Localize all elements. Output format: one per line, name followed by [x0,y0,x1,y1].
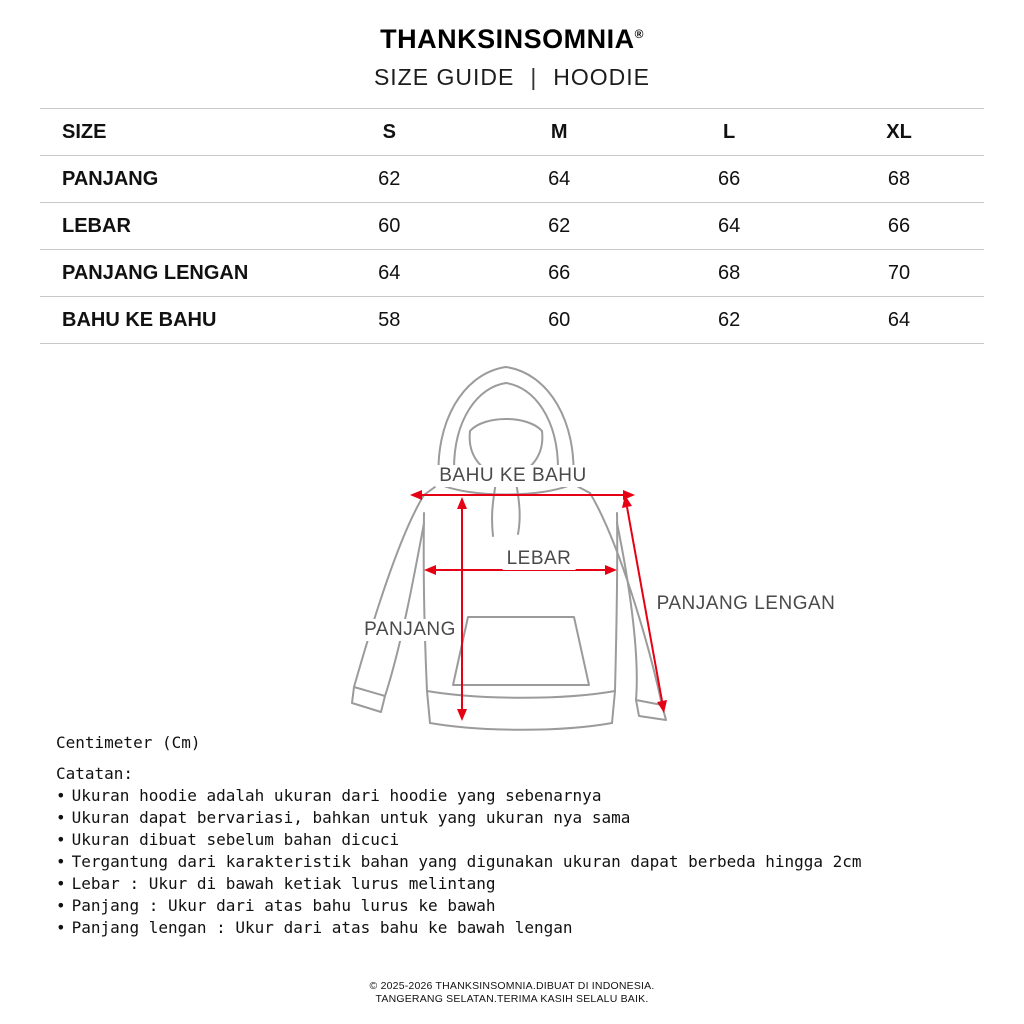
column-header-m: M [474,109,644,156]
footer-line-2: TANGERANG SELATAN.TERIMA KASIH SELALU BAIK. [375,992,649,1005]
subtitle-divider: | [530,64,538,90]
size-value-cell: 62 [644,297,814,344]
lebar-label: LEBAR [503,548,576,570]
note-item: • Lebar : Ukur di bawah ketiak lurus melintang [56,873,986,895]
table-row-lebar [40,203,984,250]
brand-name: THANKSINSOMNIA [380,24,635,54]
row-label-bahu-ke-bahu: BAHU KE BAHU [40,297,304,344]
column-header-size: SIZE [40,109,304,156]
page-subtitle [0,64,1024,91]
size-value-cell: 70 [814,250,984,297]
note-item: • Ukuran dapat bervariasi, bahkan untuk yang ukuran nya sama [56,807,986,829]
subtitle-size-guide: SIZE GUIDE [373,64,515,90]
size-value-cell: 66 [814,203,984,250]
table-header-row [40,109,984,156]
size-value-cell: 64 [644,203,814,250]
size-value-cell: 66 [644,156,814,203]
column-header-xl: XL [814,109,984,156]
size-value-cell: 68 [644,250,814,297]
size-value-cell: 60 [304,203,474,250]
unit-label: Centimeter (Cm) [56,733,201,752]
panjang-label: PANJANG [360,619,460,641]
size-value-cell: 68 [814,156,984,203]
page-header [0,24,1024,91]
note-item: • Panjang lengan : Ukur dari atas bahu ke bawah lengan [56,917,986,939]
table-row-panjang [40,156,984,203]
registered-trademark-symbol: ® [634,27,644,41]
size-value-cell: 64 [814,297,984,344]
size-value-cell: 64 [474,156,644,203]
brand-title [0,24,1024,55]
page-footer [0,980,1024,1005]
panjang-lengan-label: PANJANG LENGAN [653,593,840,615]
bahu-ke-bahu-arrow [410,490,635,500]
panjang-arrow [457,497,467,721]
table-row-bahu-ke-bahu [40,297,984,344]
measurement-arrows [410,490,667,721]
size-value-cell: 66 [474,250,644,297]
note-item: • Ukuran dibuat sebelum bahan dicuci [56,829,986,851]
footer-line-1: © 2025-2026 THANKSINSOMNIA.DIBUAT DI INDONESIA. [369,980,655,992]
notes-title: Catatan: [56,764,134,783]
size-value-cell: 62 [474,203,644,250]
subtitle-hoodie: HOODIE [553,64,651,90]
table-row-panjang-lengan [40,250,984,297]
row-label-panjang-lengan: PANJANG LENGAN [40,250,304,297]
size-value-cell: 62 [304,156,474,203]
size-value-cell: 60 [474,297,644,344]
column-header-s: S [304,109,474,156]
note-item: • Tergantung dari karakteristik bahan yang digunakan ukuran dapat berbeda hingga 2cm [56,851,986,873]
row-label-lebar: LEBAR [40,203,304,250]
size-guide-table [40,108,984,344]
size-value-cell: 58 [304,297,474,344]
column-header-l: L [644,109,814,156]
note-item: • Panjang : Ukur dari atas bahu lurus ke bawah [56,895,986,917]
hoodie-measurement-diagram [40,355,984,745]
size-value-cell: 64 [304,250,474,297]
notes-section [56,732,986,939]
bahu-ke-bahu-label: BAHU KE BAHU [435,465,590,487]
note-item: • Ukuran hoodie adalah ukuran dari hoodie yang sebenarnya [56,785,986,807]
row-label-panjang: PANJANG [40,156,304,203]
